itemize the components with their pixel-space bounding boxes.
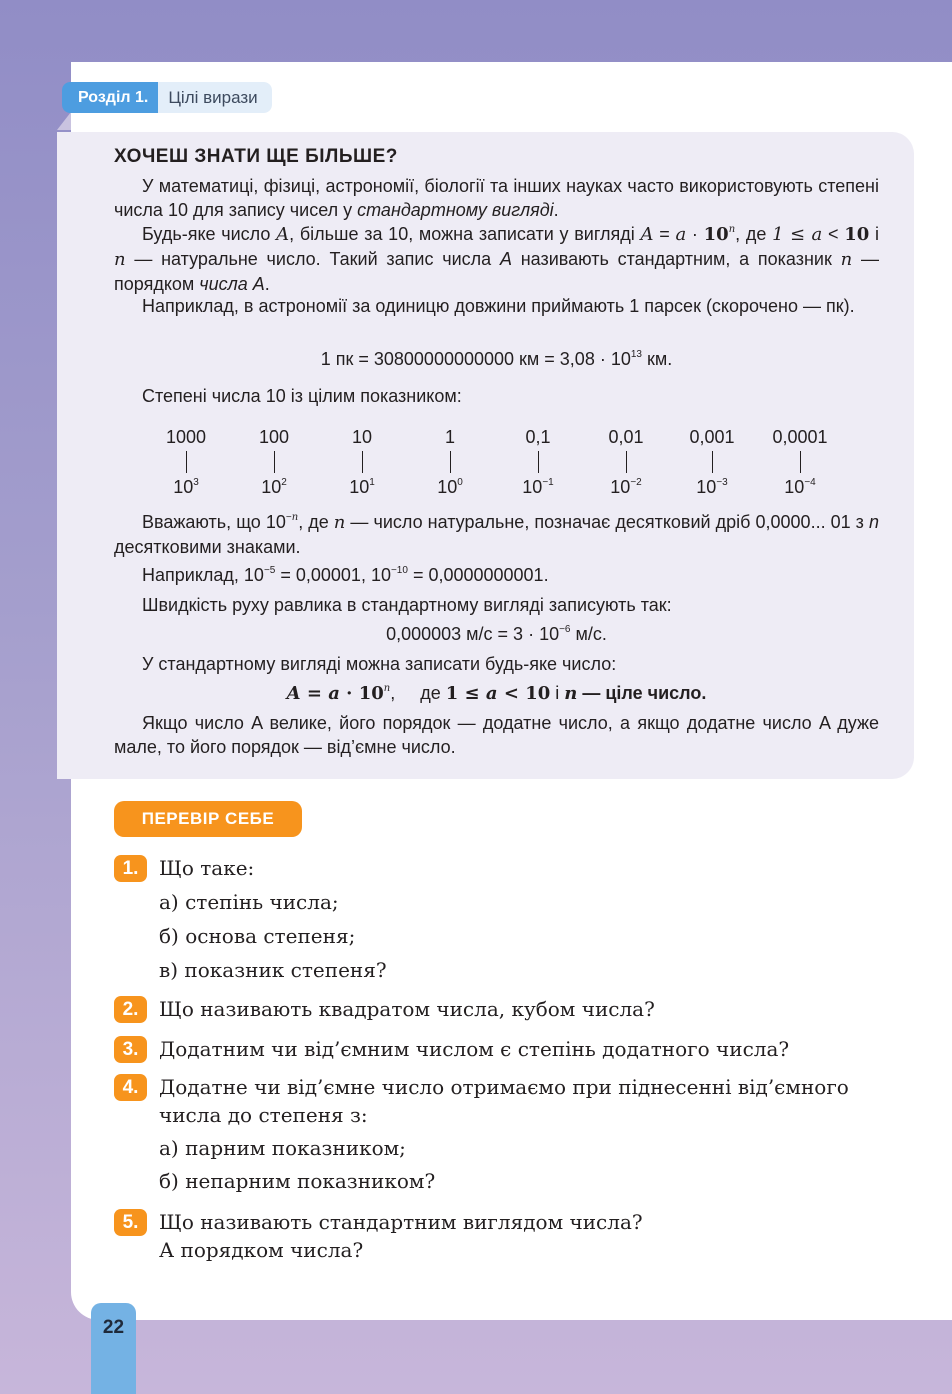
power-value: 0,1 [525, 427, 551, 447]
power-column [234, 426, 314, 498]
power-value: 0,001 [689, 427, 735, 447]
power-expression [760, 476, 840, 498]
power-base: 10 [173, 477, 194, 497]
info-paragraph-7: У стандартному вигляді можна записати будь-яке число: [142, 654, 617, 674]
formula-line: $A = a \cdot 10^n$, де 1 ≤ a < 10 і n — ціле число. [286, 683, 707, 704]
connector-line [626, 451, 627, 473]
power-base: 10 [610, 477, 631, 497]
question-text: Що називають квадратом числа, кубом числа? [159, 997, 655, 1021]
question-number: 1. [114, 855, 147, 882]
check-yourself-badge: ПЕРЕВІР СЕБЕ [114, 801, 302, 837]
power-expression [322, 476, 402, 498]
connector-line [712, 451, 713, 473]
section-number: Розділ 1. [62, 82, 158, 113]
parsec-line: 1 пк = 30800000000000 км = $3,08 \cdot 10^{13}$ км. [320, 349, 673, 369]
power-value: 1 [444, 427, 455, 447]
section-tab [62, 82, 272, 113]
power-exponent: −1 [542, 477, 554, 488]
power-column [410, 426, 490, 498]
question-subitem: а) парним показником; [159, 1136, 406, 1160]
power-base: 10 [784, 477, 805, 497]
question-text: Що таке: [159, 856, 255, 880]
question-text: числа до степеня з: [159, 1103, 368, 1127]
question-subitem: б) непарним показником? [159, 1169, 436, 1193]
snail-line: 0,000003 $м/с = 3 \cdot 10^{-6}$ м/с. [386, 624, 607, 644]
power-base: 10 [349, 477, 370, 497]
info-paragraph-2: Будь-яке число A, більше за 10, можна записати у вигляді $A = a \cdot 10^n$, де 1 ≤ a < 10 і n — натуральне число. Такий запис числа A називають стандартним, а показник n — порядком числа A. [114, 224, 879, 294]
power-value: 1000 [165, 427, 207, 447]
power-column [498, 426, 578, 498]
question-subitem: в) показник степеня? [159, 958, 387, 982]
power-exponent: −3 [716, 477, 728, 488]
power-column [322, 426, 402, 498]
connector-line [274, 451, 275, 473]
question-subitem: б) основа степеня; [159, 924, 356, 948]
power-exponent: 0 [457, 477, 463, 488]
power-column [672, 426, 752, 498]
page-number: 22 [91, 1303, 136, 1394]
power-exponent: 1 [369, 477, 375, 488]
question-number: 4. [114, 1074, 147, 1101]
power-base: 10 [437, 477, 458, 497]
power-column [146, 426, 226, 498]
info-title: ХОЧЕШ ЗНАТИ ЩЕ БІЛЬШЕ? [114, 146, 398, 167]
power-expression [410, 476, 490, 498]
connector-line [538, 451, 539, 473]
power-expression [586, 476, 666, 498]
connector-line [362, 451, 363, 473]
powers-intro: Степені числа 10 із цілим показником: [142, 386, 462, 406]
info-paragraph-1: У математиці, фізиці, астрономії, біології та інших науках часто використовують степені числа 10 для запису чисел у стандартному вигляді. [114, 176, 879, 220]
power-value: 100 [258, 427, 290, 447]
power-expression [234, 476, 314, 498]
question-number: 5. [114, 1209, 147, 1236]
power-value: 0,0001 [772, 427, 828, 447]
power-base: 10 [261, 477, 282, 497]
question-text: Що називають стандартним виглядом числа? [159, 1210, 643, 1234]
power-expression [146, 476, 226, 498]
question-number: 2. [114, 996, 147, 1023]
question-subitem: а) степінь числа; [159, 890, 339, 914]
power-value: 10 [351, 427, 373, 447]
connector-line [800, 451, 801, 473]
connector-line [450, 451, 451, 473]
power-expression [498, 476, 578, 498]
info-paragraph-5: Наприклад, $10^{-5} = 0,00001$, $10^{-10} = 0,0000000001$. [142, 565, 549, 585]
info-paragraph-8: Якщо число A велике, його порядок — додатне число, а якщо додатне число A дуже мале, то його порядок — від’ємне число. [114, 713, 879, 757]
power-base: 10 [696, 477, 717, 497]
power-exponent: −4 [804, 477, 816, 488]
info-paragraph-6: Швидкість руху равлика в стандартному вигляді записують так: [142, 595, 672, 615]
power-exponent: −2 [630, 477, 642, 488]
power-exponent: 3 [193, 477, 199, 488]
section-name: Цілі вирази [158, 82, 271, 113]
power-value: 0,01 [608, 427, 644, 447]
connector-line [186, 451, 187, 473]
question-text: А порядком числа? [159, 1238, 364, 1262]
power-column [586, 426, 666, 498]
power-expression [672, 476, 752, 498]
power-exponent: 2 [281, 477, 287, 488]
power-column [760, 426, 840, 498]
info-paragraph-4: Вважають, що $10^{-n}$, де n — число натуральне, позначає десятковий дріб 0,0000... 01 з n десятковими знаками. [114, 512, 879, 557]
question-text: Додатним чи від’ємним числом є степінь додатного числа? [159, 1037, 790, 1061]
power-base: 10 [522, 477, 543, 497]
info-paragraph-3: Наприклад, в астрономії за одиницю довжини приймають 1 парсек (скорочено — пк). [142, 296, 855, 316]
tab-notch [57, 112, 71, 130]
question-text: Додатне чи від’ємне число отримаємо при піднесенні від’ємного [159, 1075, 849, 1099]
question-number: 3. [114, 1036, 147, 1063]
